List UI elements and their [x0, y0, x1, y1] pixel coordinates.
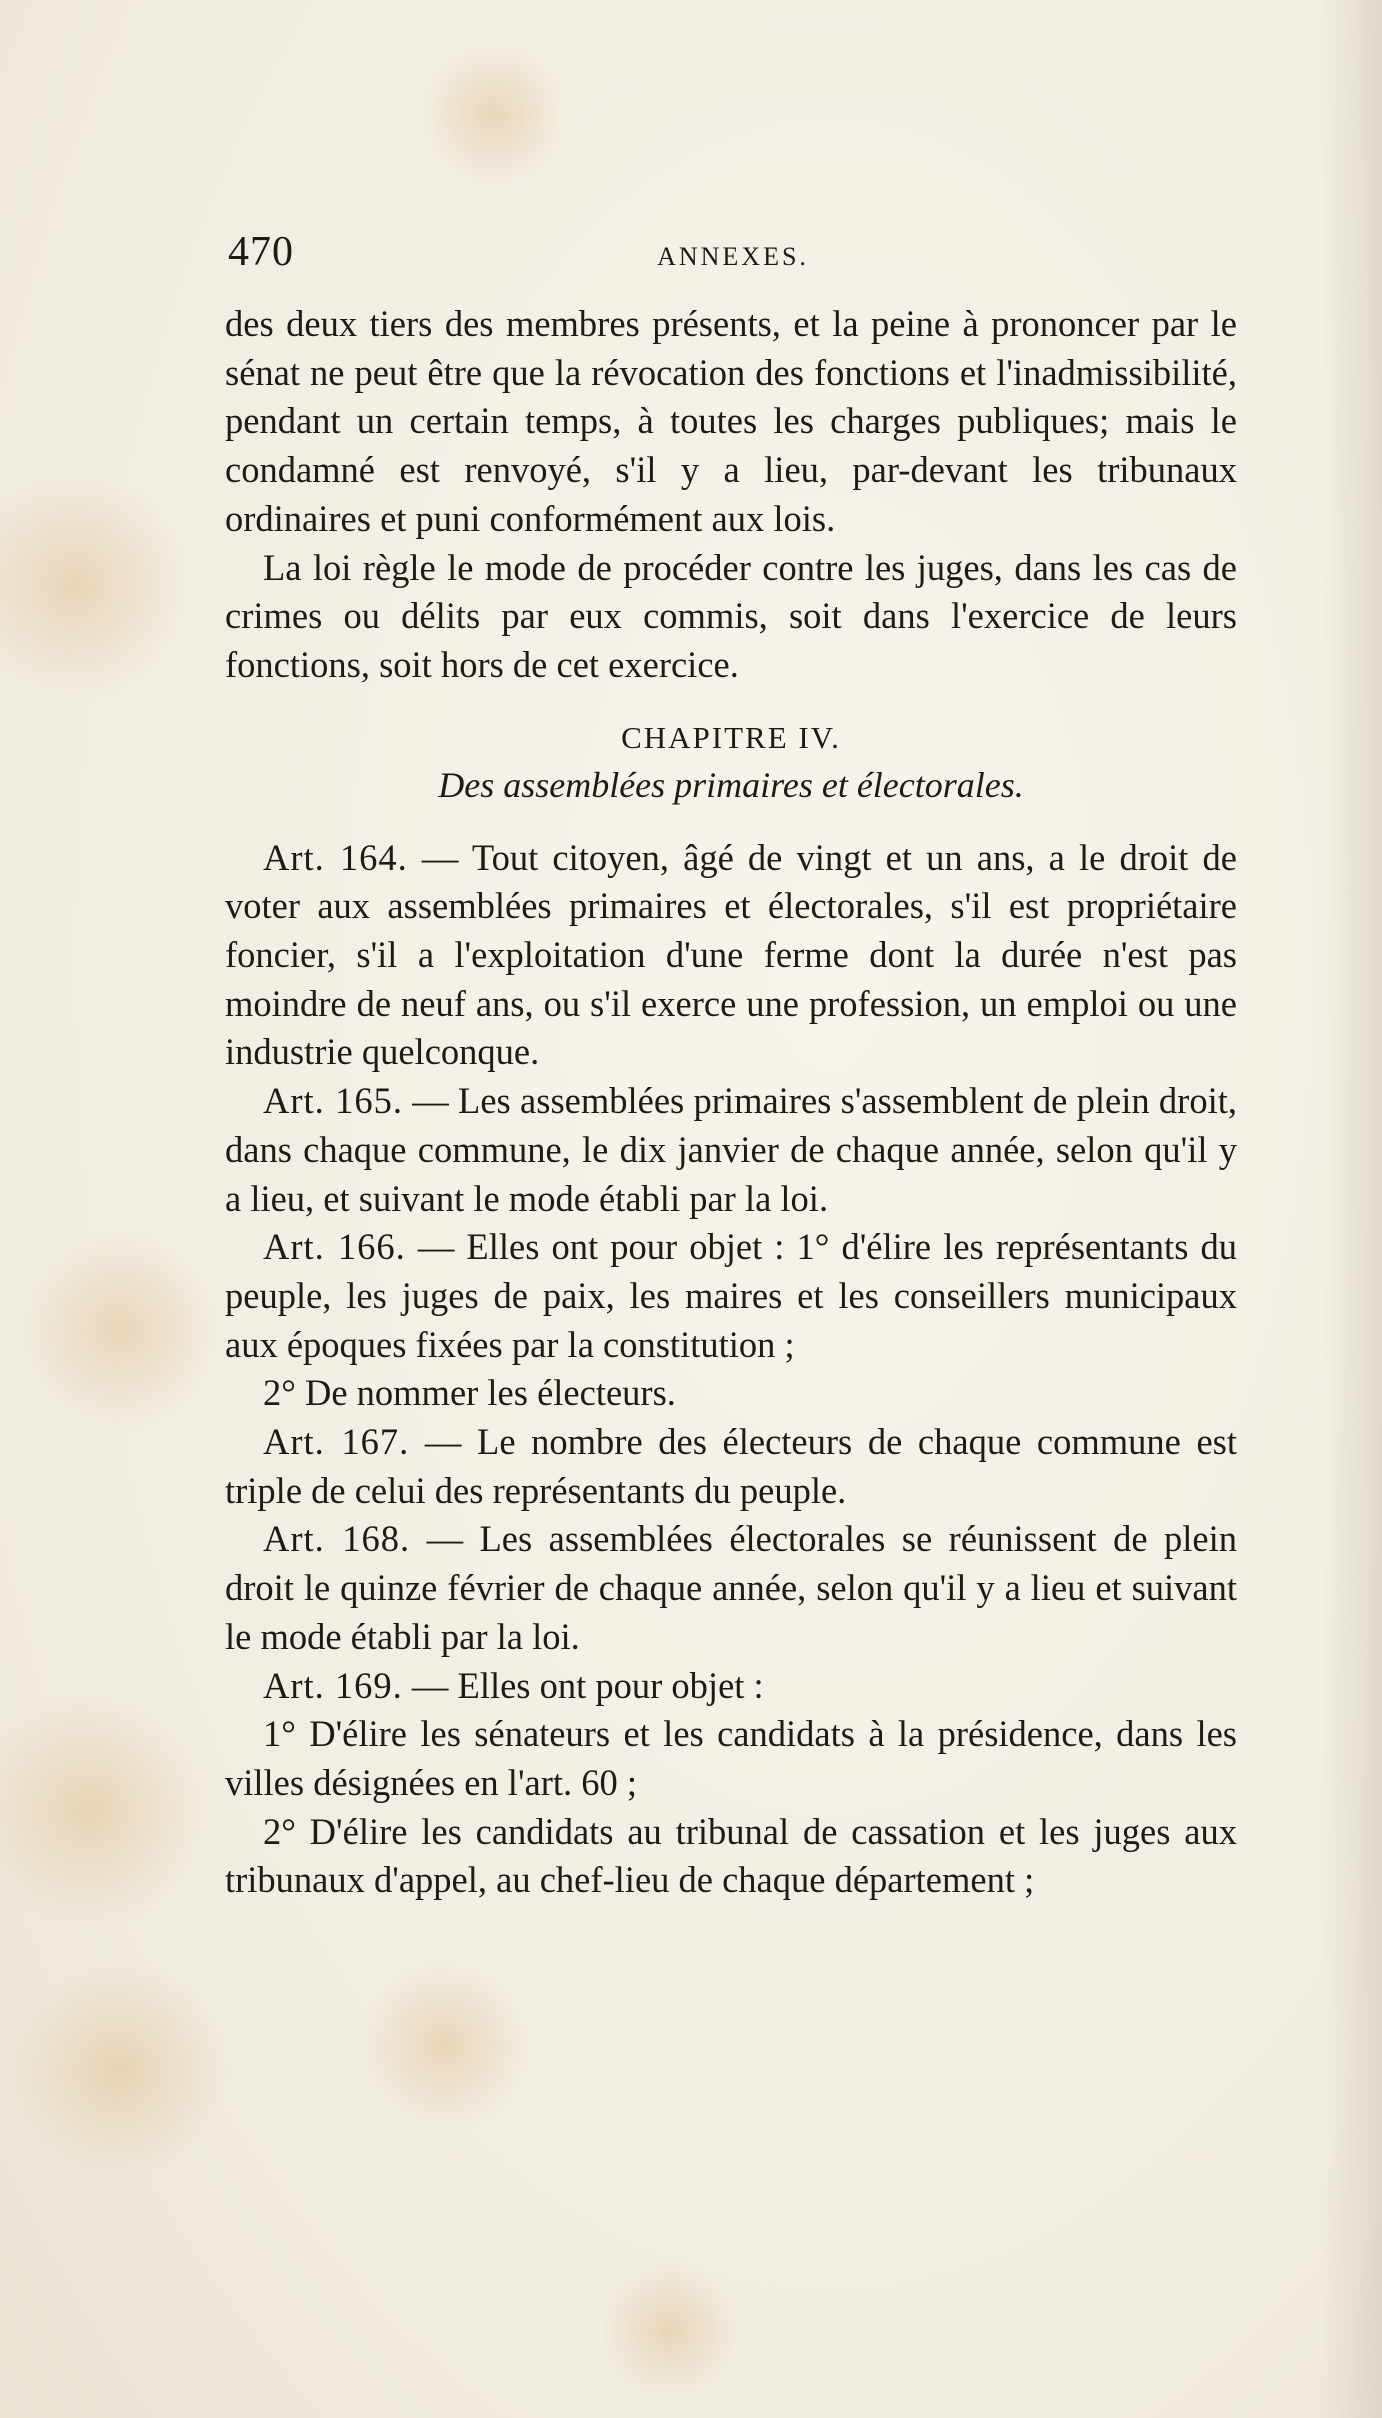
- article-paragraph: [225, 1515, 1237, 1661]
- article-text: — Les assemblées électorales se réunissent de plein droit le quinze février de chaque année, selon qu'il y a lieu et suivant le mode établi par la loi.: [225, 1518, 1237, 1657]
- foxing-stain: [360, 1960, 530, 2130]
- chapter-subtitle: Des assemblées primaires et électorales.: [438, 764, 1024, 805]
- foxing-stain: [10, 1960, 230, 2180]
- chapter-title: CHAPITRE IV.: [621, 719, 841, 755]
- article-text: — Elles ont pour objet :: [402, 1664, 764, 1706]
- paragraph: des deux tiers des membres présents, et la peine à prononcer par le sénat ne peut être que la révocation des fonctions et l'inadmissibilité, pendant un certain temps, à toutes les charges publiques; mais le condamné est renvoyé, s'il y a lieu, par-devant les tribunaux ordinaires et puni conformément aux lois.: [225, 303, 1237, 539]
- running-head: ANNEXES.: [657, 242, 809, 271]
- page-edge-shadow: [1322, 0, 1382, 2418]
- article-paragraph: [225, 1077, 1237, 1223]
- foxing-stain: [600, 2260, 740, 2400]
- article-label: Art. 167.: [263, 1421, 410, 1463]
- article-text: — Tout citoyen, âgé de vingt et un ans, a le droit de voter aux assemblées primaires et électorales, s'il est propriétaire foncier, s'il a l'exploitation d'une ferme dont la durée n'est pas moindre de neuf ans, ou s'il exerce une profession, un emploi ou une industrie quelconque.: [225, 836, 1237, 1073]
- page-header: [228, 228, 1238, 278]
- article-text: — Les assemblées primaires s'assemblent de plein droit, dans chaque commune, le dix janvier de chaque année, selon qu'il y a lieu, et suivant le mode établi par la loi.: [225, 1080, 1237, 1219]
- page-number: 470: [228, 229, 294, 275]
- paragraph: La loi règle le mode de procéder contre les juges, dans les cas de crimes ou délits par eux commis, soit dans l'exercice de leurs fonctions, soit hors de cet exercice.: [225, 546, 1237, 685]
- article-paragraph: [225, 1808, 1237, 1905]
- article-label: Art. 164.: [263, 836, 408, 878]
- body-text: [225, 300, 1237, 1905]
- article-paragraph: [225, 1369, 1237, 1418]
- article-label: Art. 169.: [263, 1664, 403, 1706]
- article-label: Art. 165.: [263, 1080, 403, 1122]
- article-text: 2° D'élire les candidats au tribunal de cassation et les juges aux tribunaux d'appel, au chef-lieu de chaque département ;: [225, 1810, 1237, 1901]
- foxing-stain: [20, 1230, 220, 1430]
- article-paragraph: [225, 1710, 1237, 1807]
- article-text: — Elles ont pour objet : 1° d'élire les représentants du peuple, les juges de paix, les maires et les conseillers municipaux aux époques fixées par la constitution ;: [225, 1226, 1237, 1365]
- article-paragraph: [225, 1418, 1237, 1515]
- foxing-stain: [420, 40, 570, 190]
- article-label: Art. 168.: [263, 1518, 411, 1560]
- article-text: — Le nombre des électeurs de chaque commune est triple de celui des représentants du peuple.: [225, 1421, 1237, 1511]
- article-paragraph: [225, 1223, 1237, 1369]
- foxing-stain: [0, 1690, 210, 1930]
- article-label: Art. 166.: [263, 1226, 406, 1268]
- article-text: 1° D'élire les sénateurs et les candidats à la présidence, dans les villes désignées en l'art. 60 ;: [225, 1713, 1237, 1803]
- article-paragraph: [225, 1662, 1237, 1711]
- foxing-stain: [0, 470, 190, 700]
- article-paragraph: [225, 834, 1237, 1078]
- article-text: 2° De nommer les électeurs.: [263, 1372, 676, 1414]
